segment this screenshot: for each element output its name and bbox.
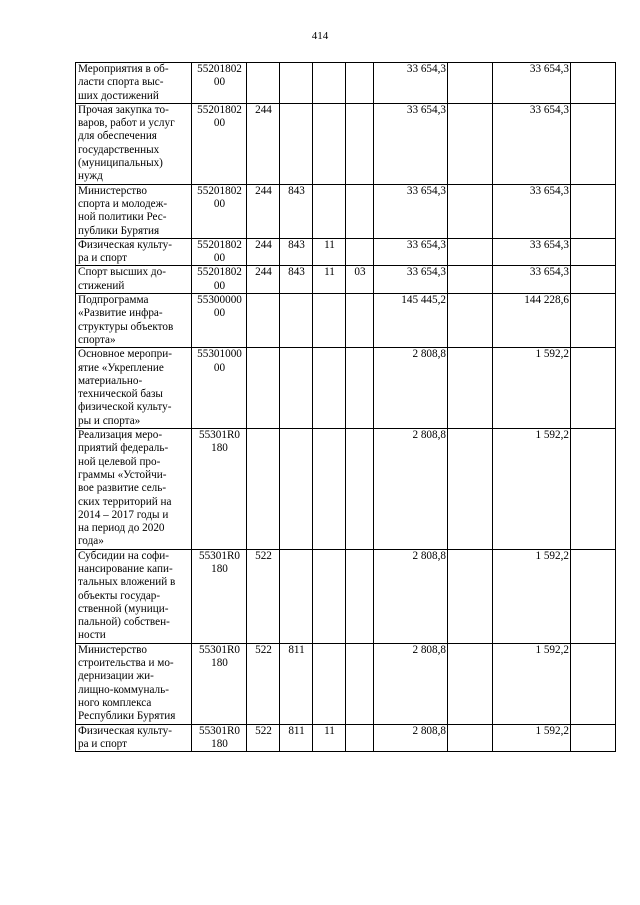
cell-target-article: 55301000 00 <box>192 348 247 429</box>
cell-blank-2 <box>571 266 616 294</box>
cell-ministry-code: 843 <box>280 184 313 238</box>
cell-amount-2: 1 592,2 <box>493 549 571 643</box>
cell-amount-1: 33 654,3 <box>374 266 448 294</box>
cell-name: Мероприятия в об- ласти спорта выс- ших достижений <box>76 63 192 104</box>
cell-target-article: 55201802 00 <box>192 238 247 266</box>
cell-name: Основное меропри- ятие «Укрепление материально- технической базы физической культу- ры и спорта» <box>76 348 192 429</box>
table-row <box>76 63 616 104</box>
cell-amount-2: 33 654,3 <box>493 238 571 266</box>
cell-ministry-code <box>280 103 313 184</box>
cell-subsection <box>346 184 374 238</box>
cell-amount-1: 33 654,3 <box>374 103 448 184</box>
cell-amount-1: 145 445,2 <box>374 294 448 348</box>
table-row <box>76 429 616 550</box>
cell-section <box>313 63 346 104</box>
cell-amount-1: 2 808,8 <box>374 724 448 752</box>
cell-expense-type: 244 <box>247 103 280 184</box>
budget-table <box>75 62 616 752</box>
cell-blank-2 <box>571 238 616 266</box>
cell-ministry-code <box>280 63 313 104</box>
cell-ministry-code: 811 <box>280 643 313 724</box>
cell-subsection <box>346 643 374 724</box>
table-body <box>76 63 616 752</box>
cell-amount-2: 33 654,3 <box>493 103 571 184</box>
cell-ministry-code: 843 <box>280 238 313 266</box>
cell-ministry-code: 843 <box>280 266 313 294</box>
cell-subsection: 03 <box>346 266 374 294</box>
cell-blank-2 <box>571 643 616 724</box>
cell-blank-1 <box>448 238 493 266</box>
cell-expense-type <box>247 348 280 429</box>
cell-name: Министерство спорта и молодеж- ной политики Рес- публики Бурятия <box>76 184 192 238</box>
cell-expense-type: 244 <box>247 266 280 294</box>
cell-blank-1 <box>448 184 493 238</box>
cell-amount-1: 2 808,8 <box>374 549 448 643</box>
cell-amount-2: 1 592,2 <box>493 643 571 724</box>
cell-target-article: 55301R0 180 <box>192 549 247 643</box>
cell-name: Подпрограмма «Развитие инфра- структуры объектов спорта» <box>76 294 192 348</box>
cell-target-article: 55301R0 180 <box>192 429 247 550</box>
cell-expense-type: 244 <box>247 184 280 238</box>
cell-target-article: 55201802 00 <box>192 63 247 104</box>
cell-blank-1 <box>448 724 493 752</box>
cell-section <box>313 184 346 238</box>
cell-expense-type <box>247 63 280 104</box>
cell-amount-1: 33 654,3 <box>374 63 448 104</box>
cell-blank-2 <box>571 294 616 348</box>
cell-amount-2: 1 592,2 <box>493 429 571 550</box>
cell-subsection <box>346 63 374 104</box>
cell-blank-1 <box>448 549 493 643</box>
cell-section: 11 <box>313 266 346 294</box>
table-row <box>76 103 616 184</box>
cell-subsection <box>346 348 374 429</box>
cell-expense-type: 522 <box>247 643 280 724</box>
table-row <box>76 724 616 752</box>
cell-amount-2: 1 592,2 <box>493 348 571 429</box>
cell-target-article: 55300000 00 <box>192 294 247 348</box>
cell-blank-2 <box>571 724 616 752</box>
cell-section <box>313 549 346 643</box>
cell-blank-2 <box>571 429 616 550</box>
cell-blank-1 <box>448 266 493 294</box>
cell-section <box>313 429 346 550</box>
cell-target-article: 55201802 00 <box>192 103 247 184</box>
table-row <box>76 294 616 348</box>
cell-subsection <box>346 549 374 643</box>
cell-amount-1: 2 808,8 <box>374 429 448 550</box>
cell-ministry-code <box>280 348 313 429</box>
table-row <box>76 184 616 238</box>
cell-expense-type <box>247 429 280 550</box>
cell-name: Физическая культу- ра и спорт <box>76 724 192 752</box>
cell-amount-2: 33 654,3 <box>493 63 571 104</box>
table-row <box>76 266 616 294</box>
cell-expense-type: 522 <box>247 724 280 752</box>
cell-blank-2 <box>571 184 616 238</box>
cell-blank-1 <box>448 348 493 429</box>
cell-amount-1: 2 808,8 <box>374 348 448 429</box>
cell-name: Министерство строительства и мо- дернизации жи- лищно-коммуналь- ного комплекса Республики Бурятия <box>76 643 192 724</box>
table-row <box>76 348 616 429</box>
cell-amount-2: 33 654,3 <box>493 184 571 238</box>
cell-target-article: 55201802 00 <box>192 184 247 238</box>
cell-amount-1: 33 654,3 <box>374 184 448 238</box>
cell-subsection <box>346 103 374 184</box>
cell-blank-1 <box>448 429 493 550</box>
cell-subsection <box>346 238 374 266</box>
cell-name: Субсидии на софи- нансирование капи- тальных вложений в объекты государ- ственной (муници- пальной) собствен- ности <box>76 549 192 643</box>
cell-expense-type <box>247 294 280 348</box>
cell-subsection <box>346 429 374 550</box>
cell-target-article: 55201802 00 <box>192 266 247 294</box>
cell-section: 11 <box>313 238 346 266</box>
cell-target-article: 55301R0 180 <box>192 643 247 724</box>
cell-section <box>313 294 346 348</box>
table-row <box>76 549 616 643</box>
cell-name: Реализация меро- приятий федераль- ной целевой про- граммы «Устойчи- вое развитие сель- ских территорий на 2014 – 2017 годы и на период до 2020 года» <box>76 429 192 550</box>
table-row <box>76 643 616 724</box>
cell-ministry-code <box>280 549 313 643</box>
cell-amount-2: 1 592,2 <box>493 724 571 752</box>
cell-ministry-code <box>280 294 313 348</box>
page-number: 414 <box>311 30 329 42</box>
cell-blank-2 <box>571 348 616 429</box>
cell-name: Прочая закупка то- варов, работ и услуг для обеспечения государственных (муниципальных) нужд <box>76 103 192 184</box>
cell-subsection <box>346 294 374 348</box>
cell-blank-1 <box>448 63 493 104</box>
cell-section <box>313 103 346 184</box>
table-row <box>76 238 616 266</box>
cell-ministry-code <box>280 429 313 550</box>
cell-amount-2: 33 654,3 <box>493 266 571 294</box>
cell-subsection <box>346 724 374 752</box>
cell-section <box>313 643 346 724</box>
cell-section: 11 <box>313 724 346 752</box>
cell-blank-1 <box>448 643 493 724</box>
cell-name: Спорт высших до- стижений <box>76 266 192 294</box>
cell-blank-2 <box>571 103 616 184</box>
cell-blank-2 <box>571 63 616 104</box>
cell-name: Физическая культу- ра и спорт <box>76 238 192 266</box>
cell-amount-1: 2 808,8 <box>374 643 448 724</box>
cell-amount-2: 144 228,6 <box>493 294 571 348</box>
cell-expense-type: 244 <box>247 238 280 266</box>
cell-blank-2 <box>571 549 616 643</box>
cell-blank-1 <box>448 294 493 348</box>
cell-target-article: 55301R0 180 <box>192 724 247 752</box>
cell-blank-1 <box>448 103 493 184</box>
cell-section <box>313 348 346 429</box>
cell-ministry-code: 811 <box>280 724 313 752</box>
cell-amount-1: 33 654,3 <box>374 238 448 266</box>
cell-expense-type: 522 <box>247 549 280 643</box>
